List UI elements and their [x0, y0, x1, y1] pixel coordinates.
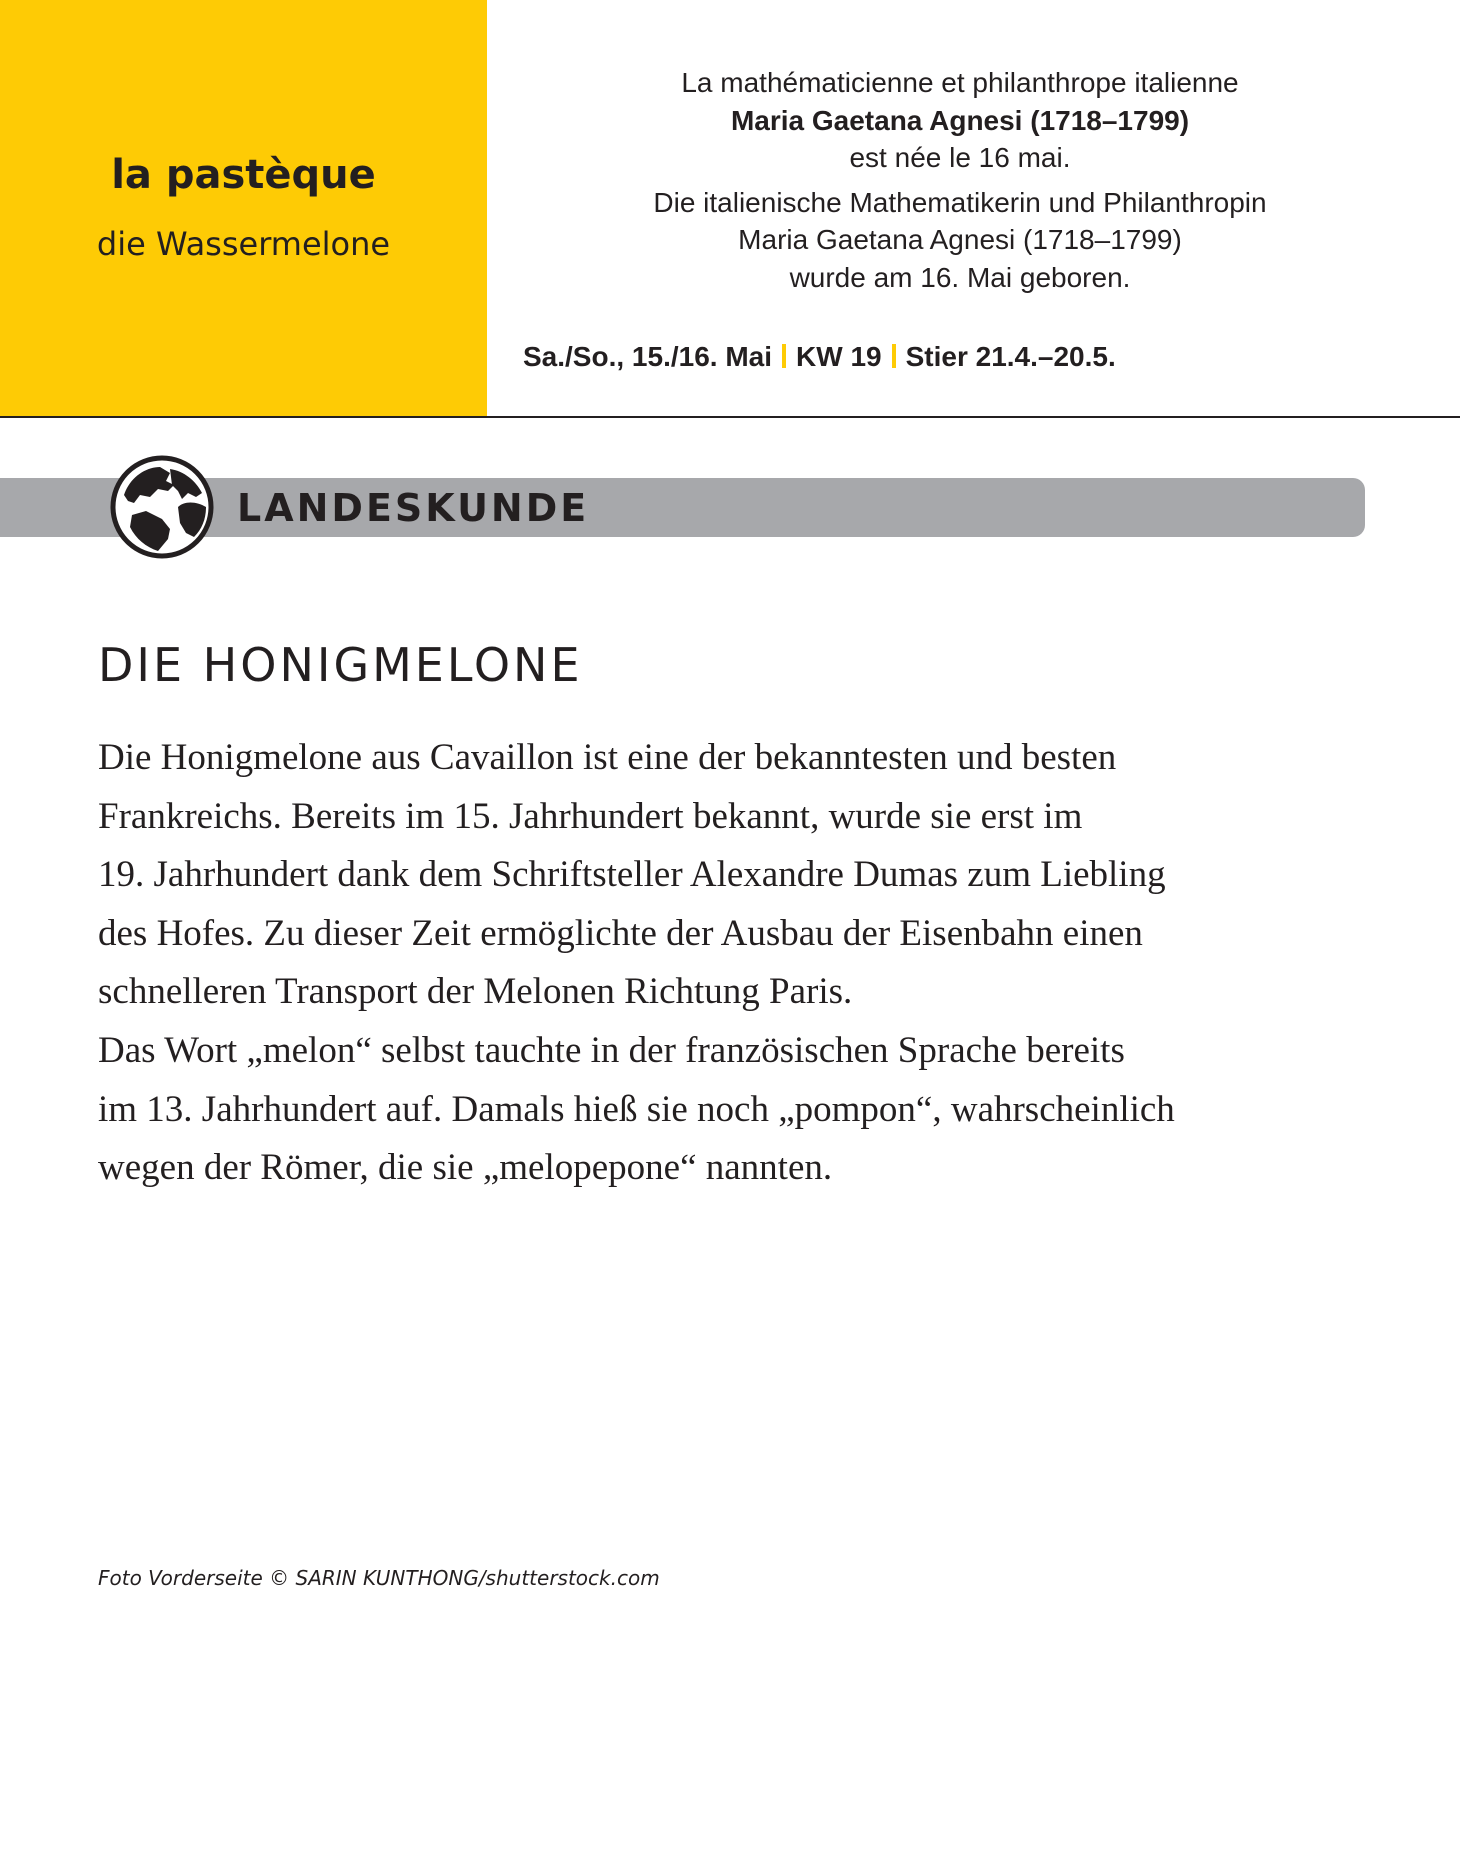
- separator: [782, 344, 786, 368]
- fr-name: Maria Gaetana Agnesi (1718–1799): [730, 104, 1190, 136]
- photo-credit: Foto Vorderseite © SARIN KUNTHONG/shutterstock.com: [98, 1566, 660, 1590]
- globe-icon: [110, 455, 214, 559]
- birthday-note: [520, 64, 1400, 296]
- body-line: im 13. Jahrhundert auf. Damals hieß sie noch „pompon“, wahrscheinlich: [98, 1088, 1175, 1130]
- body-line: schnelleren Transport der Melonen Richtung Paris.: [98, 971, 853, 1013]
- article-body: [98, 729, 1348, 1198]
- de-line-3: wurde am 16. Mai geboren.: [789, 261, 1131, 293]
- date-line: [523, 341, 1116, 373]
- article-title: DIE HONIGMELONE: [98, 638, 583, 692]
- zodiac-sign: Stier 21.4.–20.5.: [905, 341, 1116, 372]
- de-name: Maria Gaetana Agnesi (1718–1799): [738, 224, 1182, 255]
- french-word: la pastèque: [111, 152, 376, 198]
- word-card: [0, 0, 487, 416]
- body-line: des Hofes. Zu dieser Zeit ermöglichte der Ausbau der Eisenbahn einen: [98, 912, 1143, 954]
- fr-line-3: est née le 16 mai.: [849, 142, 1071, 173]
- body-line: 19. Jahrhundert dank dem Schriftsteller Alexandre Dumas zum Liebling: [98, 854, 1166, 896]
- de-line-1: Die italienische Mathematikerin und Philanthropin: [653, 186, 1267, 218]
- date-text: Sa./So., 15./16. Mai: [523, 341, 773, 372]
- separator: [892, 344, 896, 368]
- body-line: Die Honigmelone aus Cavaillon ist eine der bekanntesten und besten: [98, 737, 1117, 778]
- body-line: Frankreichs. Bereits im 15. Jahrhundert bekannt, wurde sie erst im: [98, 795, 1083, 837]
- body-line: Das Wort „melon“ selbst tauchte in der französischen Sprache bereits: [98, 1029, 1125, 1071]
- header-divider: [0, 416, 1460, 418]
- german-word: die Wassermelone: [96, 225, 391, 263]
- body-line: wegen der Römer, die sie „melopepone“ nannten.: [98, 1147, 833, 1189]
- fr-line-1: La mathématicienne et philanthrope italienne: [681, 67, 1239, 98]
- section-label: LANDESKUNDE: [237, 486, 590, 530]
- calendar-week: KW 19: [796, 341, 882, 372]
